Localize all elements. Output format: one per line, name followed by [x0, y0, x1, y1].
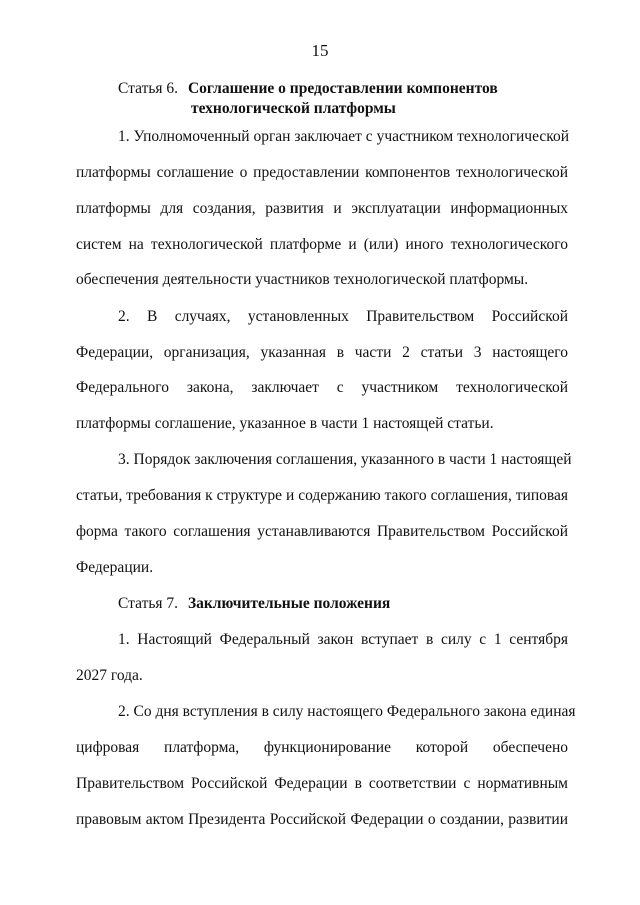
- article-6-text-line: платформы соглашение, указанное в части 1 настоящей статьи.: [76, 415, 494, 432]
- article-6-heading: [118, 79, 498, 117]
- article-6-text-line: платформы соглашение о предоставлении компонентов технологической: [76, 164, 568, 181]
- article-7-text-line: 1. Настоящий Федеральный закон вступает в силу с 1 сентября: [118, 631, 568, 648]
- article-6-text-line: статьи, требования к структуре и содержанию такого соглашения, типовая: [76, 487, 568, 504]
- article-7-text-line: Правительством Российской Федерации в соответствии с нормативным: [76, 775, 568, 792]
- article-6-text-line: 1. Уполномоченный орган заключает с участником технологической: [118, 128, 570, 145]
- article-6-text-line: 3. Порядок заключения соглашения, указанного в части 1 настоящей: [118, 451, 572, 468]
- article-7-text-line: цифровая платформа, функционирование которой обеспечено: [76, 739, 568, 756]
- article-6-text-line: Федерации, организация, указанная в части 2 статьи 3 настоящего: [76, 344, 568, 361]
- page-number: 15: [311, 41, 329, 60]
- article-6-text-line: 2. В случаях, установленных Правительством Российской: [118, 308, 568, 325]
- article-6-text-line: платформы для создания, развития и эксплуатации информационных: [76, 200, 568, 217]
- article-6-text-line: Федерации.: [76, 559, 154, 576]
- article-7-text-line: 2027 года.: [76, 667, 143, 684]
- article-6-text-line: форма такого соглашения устанавливаются Правительством Российской: [76, 523, 568, 540]
- article-6-title-line2: технологической платформы: [191, 100, 396, 117]
- article-7-label: Статья 7.: [118, 595, 179, 612]
- article-7-text-line: правовым актом Президента Российской Федерации о создании, развитии: [76, 811, 568, 828]
- article-6-text-line: систем на технологической платформе и (или) иного технологического: [76, 236, 568, 253]
- article-7-title: Заключительные положения: [187, 595, 391, 612]
- article-7-heading: [118, 594, 390, 614]
- article-6-label: Статья 6.: [118, 80, 179, 97]
- article-6-text-line: обеспечения деятельности участников технологической платформы.: [76, 271, 529, 288]
- article-6-text-line: Федерального закона, заключает с участником технологической: [76, 379, 568, 396]
- article-7-text-line: 2. Со дня вступления в силу настоящего Федерального закона единая: [118, 703, 576, 720]
- article-6-title-line1: Соглашение о предоставлении компонентов: [187, 80, 498, 97]
